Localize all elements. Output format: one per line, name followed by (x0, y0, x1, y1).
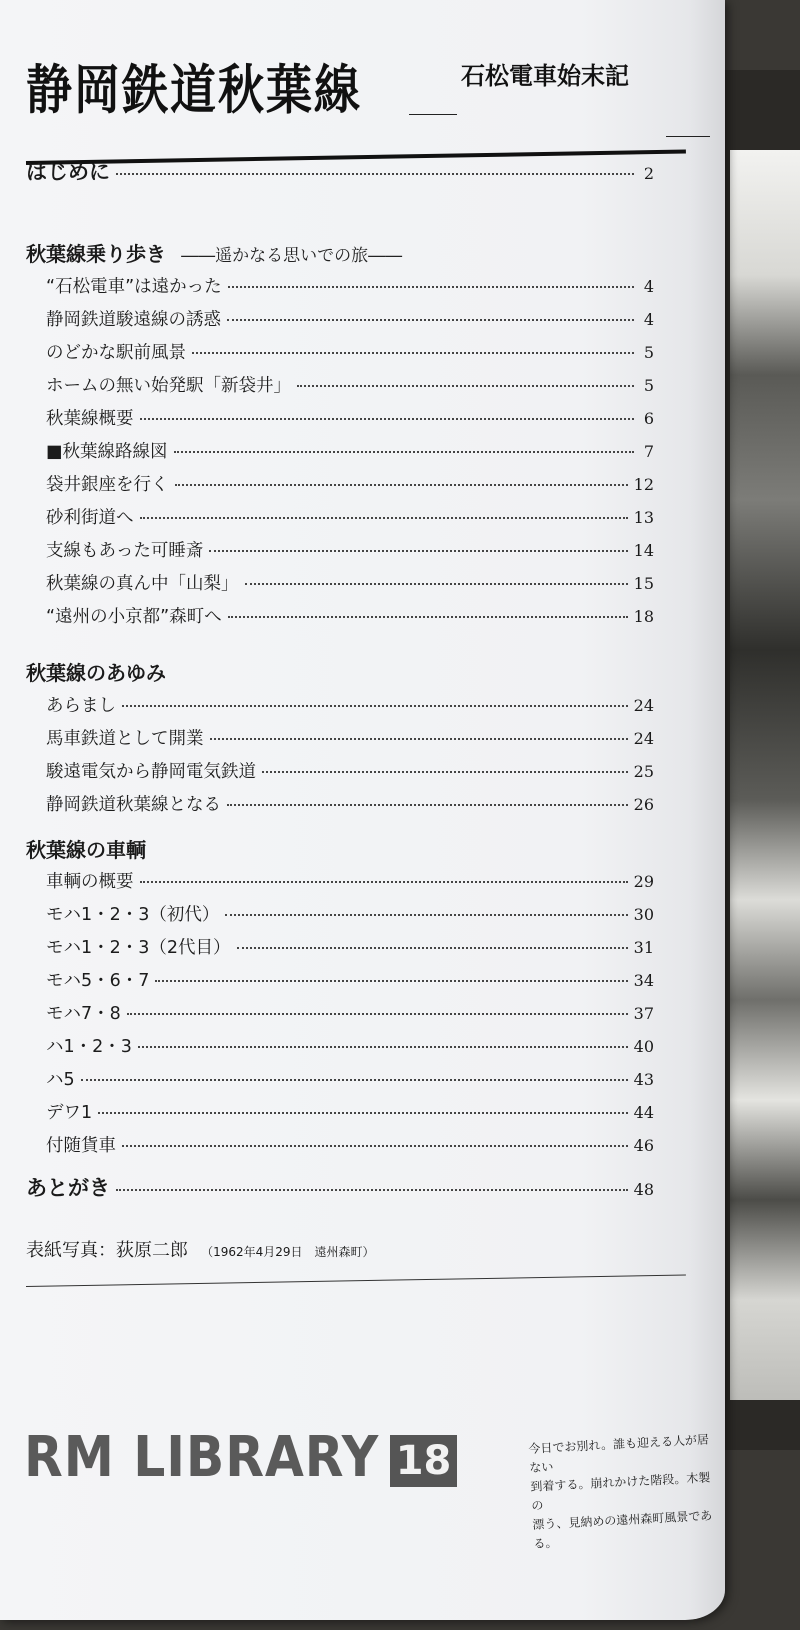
leader-dots (227, 319, 634, 321)
toc-entry[interactable] (46, 570, 654, 595)
title-dash-right (666, 136, 710, 137)
leader-dots (210, 738, 628, 740)
toc-entry[interactable] (46, 1099, 654, 1124)
leader-dots (192, 352, 634, 354)
leader-dots (81, 1079, 628, 1081)
credit-divider (26, 1274, 686, 1287)
toc-page-number: 26 (633, 795, 654, 814)
toc-entry[interactable] (46, 1132, 654, 1157)
leader-dots (122, 705, 628, 707)
toc-label: 秋葉線概要 (46, 409, 134, 429)
toc-entry[interactable] (46, 372, 654, 397)
toc-page-number: 13 (633, 508, 654, 527)
toc-entry[interactable] (46, 1000, 654, 1025)
toc-page-number: 7 (643, 442, 654, 461)
leader-dots (262, 771, 628, 773)
leader-dots (116, 1189, 628, 1191)
toc-entry[interactable] (46, 725, 654, 750)
series-number: 18 (390, 1435, 458, 1487)
toc-label: ■秋葉線路線図 (46, 442, 168, 462)
title-block (26, 48, 686, 128)
toc-page-number: 4 (643, 310, 654, 329)
toc-label: 静岡鉄道駿遠線の誘惑 (46, 310, 221, 330)
section-title: 秋葉線の車輌 (26, 838, 146, 862)
caption-line: 今日でお別れ。誰も迎える人が居ない (528, 1432, 710, 1475)
leader-dots (138, 1046, 628, 1048)
toc-label: のどかな駅前風景 (46, 343, 186, 363)
toc-label: 車輌の概要 (46, 872, 134, 892)
leader-dots (237, 947, 628, 949)
toc-entry[interactable] (46, 758, 654, 783)
toc-entry[interactable] (46, 504, 654, 529)
toc-label: モハ1・2・3（2代目） (46, 938, 231, 958)
leader-dots (227, 804, 628, 806)
toc-page-number: 5 (643, 343, 654, 362)
toc-label: 砂利街道へ (46, 508, 134, 528)
toc-label: あとがき (26, 1176, 110, 1200)
section-heading-3 (26, 834, 146, 863)
toc-page-number: 46 (633, 1136, 654, 1155)
toc-entry[interactable] (46, 692, 654, 717)
toc-label: ハ5 (46, 1070, 75, 1090)
toc-label: 秋葉線の真ん中「山梨」 (46, 574, 239, 594)
toc-entry[interactable] (46, 1033, 654, 1058)
toc-page-number: 48 (633, 1180, 654, 1199)
leader-dots (209, 550, 627, 552)
leader-dots (225, 914, 627, 916)
toc-page-number: 43 (633, 1070, 654, 1089)
main-title: 静岡鉄道秋葉線 (26, 58, 362, 121)
toc-entry[interactable] (46, 868, 654, 893)
toc-label: 袋井銀座を行く (46, 475, 169, 495)
series-logo (24, 1425, 457, 1490)
leader-dots (98, 1112, 628, 1114)
toc-label: 支線もあった可睡斎 (46, 541, 204, 561)
toc-entry[interactable] (46, 934, 654, 959)
toc-entry-afterword[interactable] (26, 1172, 654, 1202)
toc-page-number: 4 (643, 277, 654, 296)
facing-page-photo (730, 150, 800, 1400)
leader-dots (140, 881, 628, 883)
credit-label: 表紙写真：荻原二郎 (26, 1240, 188, 1261)
caption-line: 到着する。崩れかけた階段。木製の (530, 1470, 711, 1513)
toc-label: モハ1・2・3（初代） (46, 905, 220, 925)
leader-dots (140, 517, 628, 519)
toc-page-number: 34 (633, 971, 654, 990)
photo-caption (528, 1430, 724, 1554)
leader-dots (140, 418, 635, 420)
toc-entry[interactable] (46, 537, 654, 562)
section-heading-2 (26, 657, 166, 686)
toc-entry-intro[interactable] (26, 156, 654, 186)
section-title: 秋葉線のあゆみ (26, 661, 166, 685)
toc-label: あらまし (46, 696, 116, 716)
toc-entry[interactable] (46, 1066, 654, 1091)
toc-label: 馬車鉄道として開業 (46, 729, 204, 749)
toc-page-number: 12 (633, 475, 654, 494)
toc-label: モハ5・6・7 (46, 971, 150, 991)
toc-entry[interactable] (46, 967, 654, 992)
title-dash-left (409, 114, 457, 115)
toc-page-number: 37 (633, 1004, 654, 1023)
toc-entry[interactable] (46, 339, 654, 364)
toc-label: “石松電車”は遠かった (46, 277, 222, 297)
leader-dots (174, 451, 634, 453)
leader-dots (155, 980, 627, 982)
credit-note: （1962年4月29日 遠州森町） (201, 1245, 375, 1259)
toc-page-number: 5 (643, 376, 654, 395)
subtitle: 石松電車始末記 (461, 61, 629, 90)
toc-page-number: 24 (633, 696, 654, 715)
toc-label: ホームの無い始発駅「新袋井」 (46, 376, 291, 396)
toc-page-number: 18 (633, 607, 654, 626)
section-heading-1 (26, 238, 402, 267)
leader-dots (127, 1013, 628, 1015)
section-title: 秋葉線乗り歩き (26, 242, 166, 266)
toc-page-number: 40 (633, 1037, 654, 1056)
toc-entry[interactable] (46, 471, 654, 496)
toc-page-number: 44 (633, 1103, 654, 1122)
toc-label: 駿遠電気から静岡電気鉄道 (46, 762, 256, 782)
toc-page-number: 31 (633, 938, 654, 957)
leader-dots (228, 286, 634, 288)
toc-page-number: 29 (633, 872, 654, 891)
toc-label: ハ1・2・3 (46, 1037, 132, 1057)
toc-entry[interactable] (46, 901, 654, 926)
toc-page-number: 2 (643, 164, 654, 183)
toc-label: モハ7・8 (46, 1004, 121, 1024)
leader-dots (116, 173, 634, 175)
toc-page-number: 25 (633, 762, 654, 781)
leader-dots (122, 1145, 628, 1147)
toc-page-number: 15 (633, 574, 654, 593)
cover-photo-credit (26, 1236, 375, 1262)
leader-dots (297, 385, 634, 387)
toc-page-number: 14 (633, 541, 654, 560)
toc-page-number: 6 (643, 409, 654, 428)
toc-entry[interactable] (46, 405, 654, 430)
toc-entry[interactable] (46, 438, 654, 463)
caption-line: 漂う、見納めの遠州森町風景である。 (532, 1508, 713, 1551)
toc-entry[interactable] (46, 273, 654, 298)
toc-label: 付随貨車 (46, 1136, 116, 1156)
toc-page-number: 30 (633, 905, 654, 924)
series-name: RM LIBRARY (24, 1425, 380, 1490)
leader-dots (245, 583, 628, 585)
toc-entry[interactable] (46, 603, 654, 628)
toc-label: はじめに (26, 160, 110, 184)
section-tagline: ――遥かなる思いでの旅―― (181, 246, 403, 266)
toc-entry[interactable] (46, 306, 654, 331)
toc-page-number: 24 (633, 729, 654, 748)
toc-label: 静岡鉄道秋葉線となる (46, 795, 221, 815)
toc-label: “遠州の小京都”森町へ (46, 607, 222, 627)
toc-entry[interactable] (46, 791, 654, 816)
leader-dots (175, 484, 628, 486)
toc-label: デワ1 (46, 1103, 93, 1123)
leader-dots (228, 616, 628, 618)
